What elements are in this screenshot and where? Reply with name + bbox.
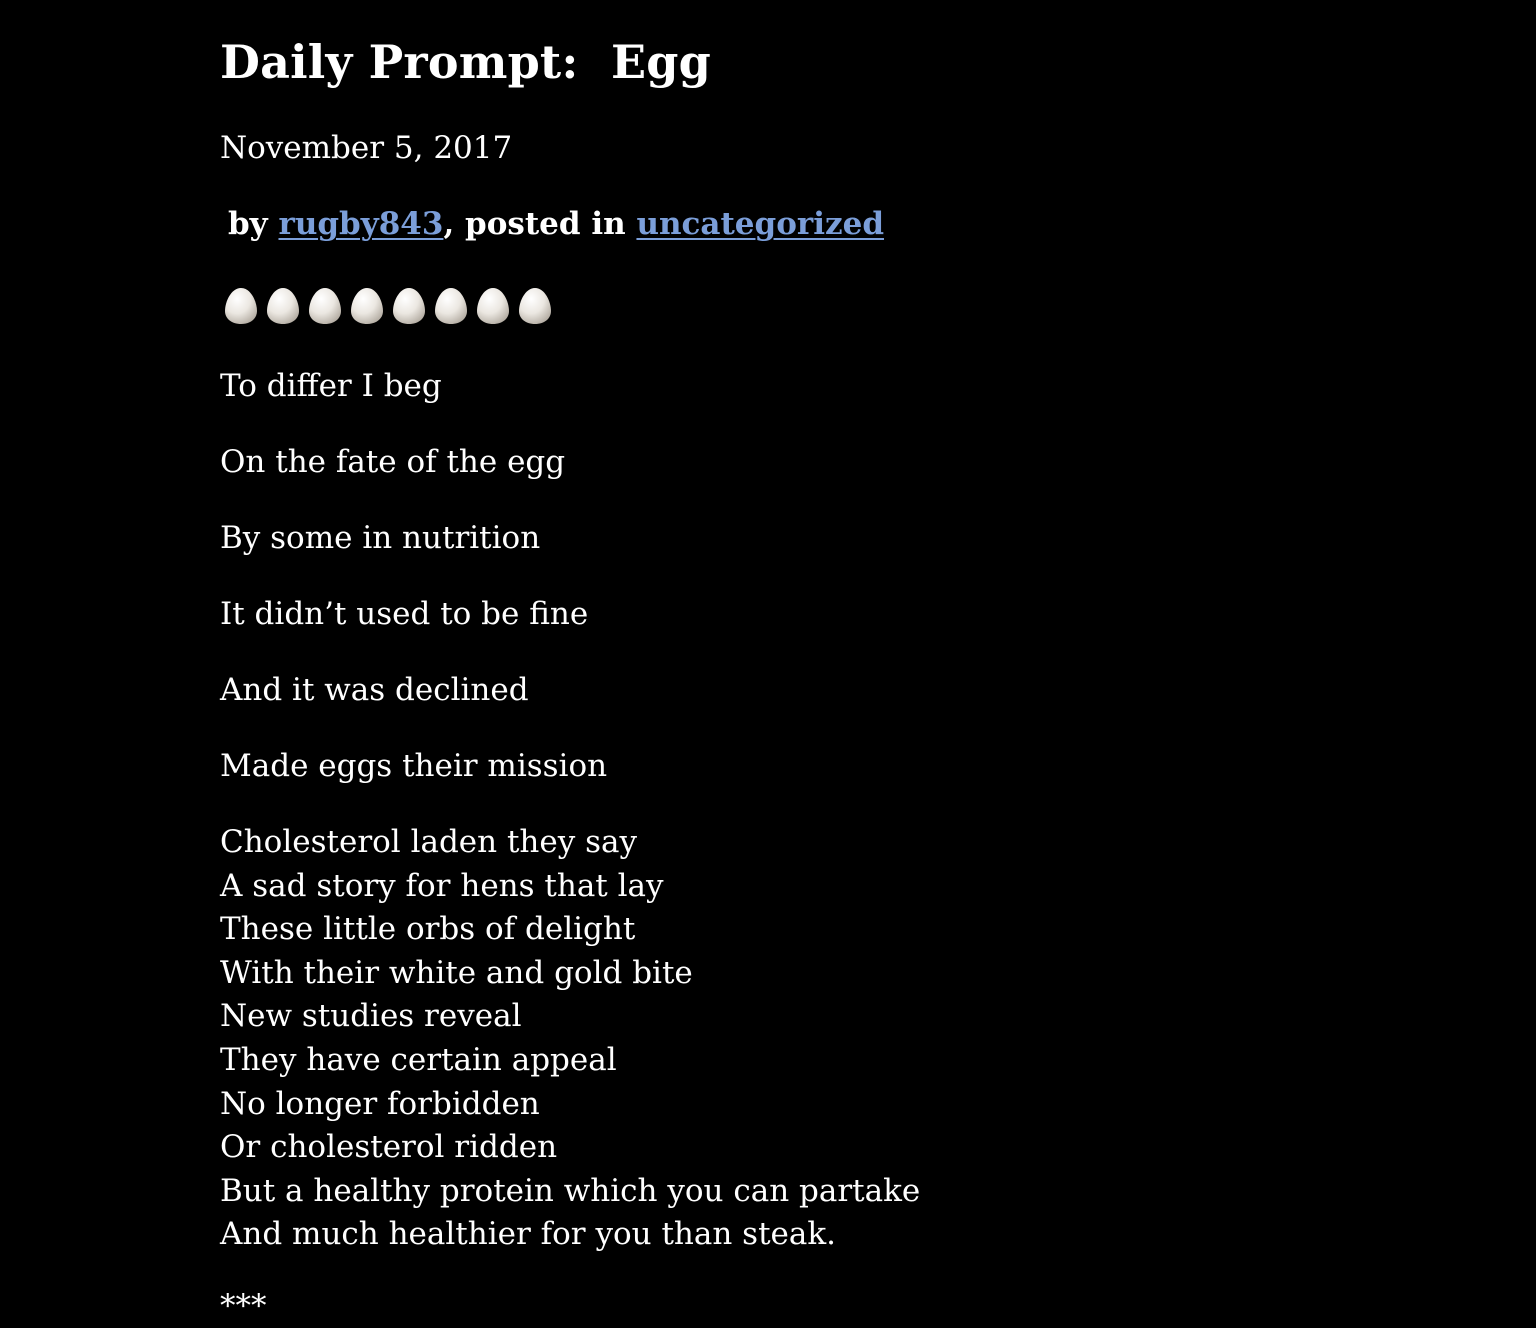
poem-line: It didn’t used to be fine xyxy=(220,596,589,632)
poem-line: Cholesterol laden they say xyxy=(220,824,638,860)
poem-line: These little orbs of delight xyxy=(220,911,636,948)
byline-middle: , posted in xyxy=(443,206,637,242)
category-link[interactable]: uncategorized xyxy=(636,206,884,242)
poem-line: No longer forbidden xyxy=(220,1085,540,1122)
byline-prefix: by xyxy=(228,206,279,242)
egg-icon xyxy=(434,287,468,325)
poem-line: By some in nutrition xyxy=(220,520,541,556)
post-title: Daily Prompt: Egg xyxy=(220,35,711,89)
poem-line: With their white and gold bite xyxy=(220,954,693,991)
poem-line: Made eggs their mission xyxy=(220,748,608,784)
poem-line: New studies reveal xyxy=(220,998,522,1035)
egg-icon xyxy=(224,287,258,325)
poem-stanza xyxy=(220,517,540,561)
egg-emoji-row xyxy=(224,287,552,327)
egg-icon xyxy=(518,287,552,325)
poem-stanza xyxy=(220,821,920,1257)
egg-icon xyxy=(308,287,342,325)
poem-stanza xyxy=(220,365,442,409)
post-byline xyxy=(228,203,884,245)
poem-stanza xyxy=(220,669,529,713)
section-separator: *** xyxy=(220,1288,267,1324)
poem-line: A sad story for hens that lay xyxy=(220,867,664,904)
egg-icon xyxy=(266,287,300,325)
author-link[interactable]: rugby843 xyxy=(278,206,444,242)
egg-icon xyxy=(476,287,510,325)
poem-line: On the fate of the egg xyxy=(220,444,566,480)
poem-stanza xyxy=(220,593,588,637)
poem-line: But a healthy protein which you can partake xyxy=(220,1172,921,1209)
poem-line: They have certain appeal xyxy=(220,1041,617,1078)
poem-line: And much healthier for you than steak. xyxy=(220,1216,837,1253)
poem-stanza xyxy=(220,441,565,485)
egg-icon xyxy=(392,287,426,325)
post-date: November 5, 2017 xyxy=(220,130,513,166)
poem-line: Or cholesterol ridden xyxy=(220,1129,558,1166)
egg-icon xyxy=(350,287,384,325)
poem-line: To differ I beg xyxy=(220,368,442,404)
poem-line: And it was declined xyxy=(220,672,529,708)
poem-stanza xyxy=(220,745,607,789)
